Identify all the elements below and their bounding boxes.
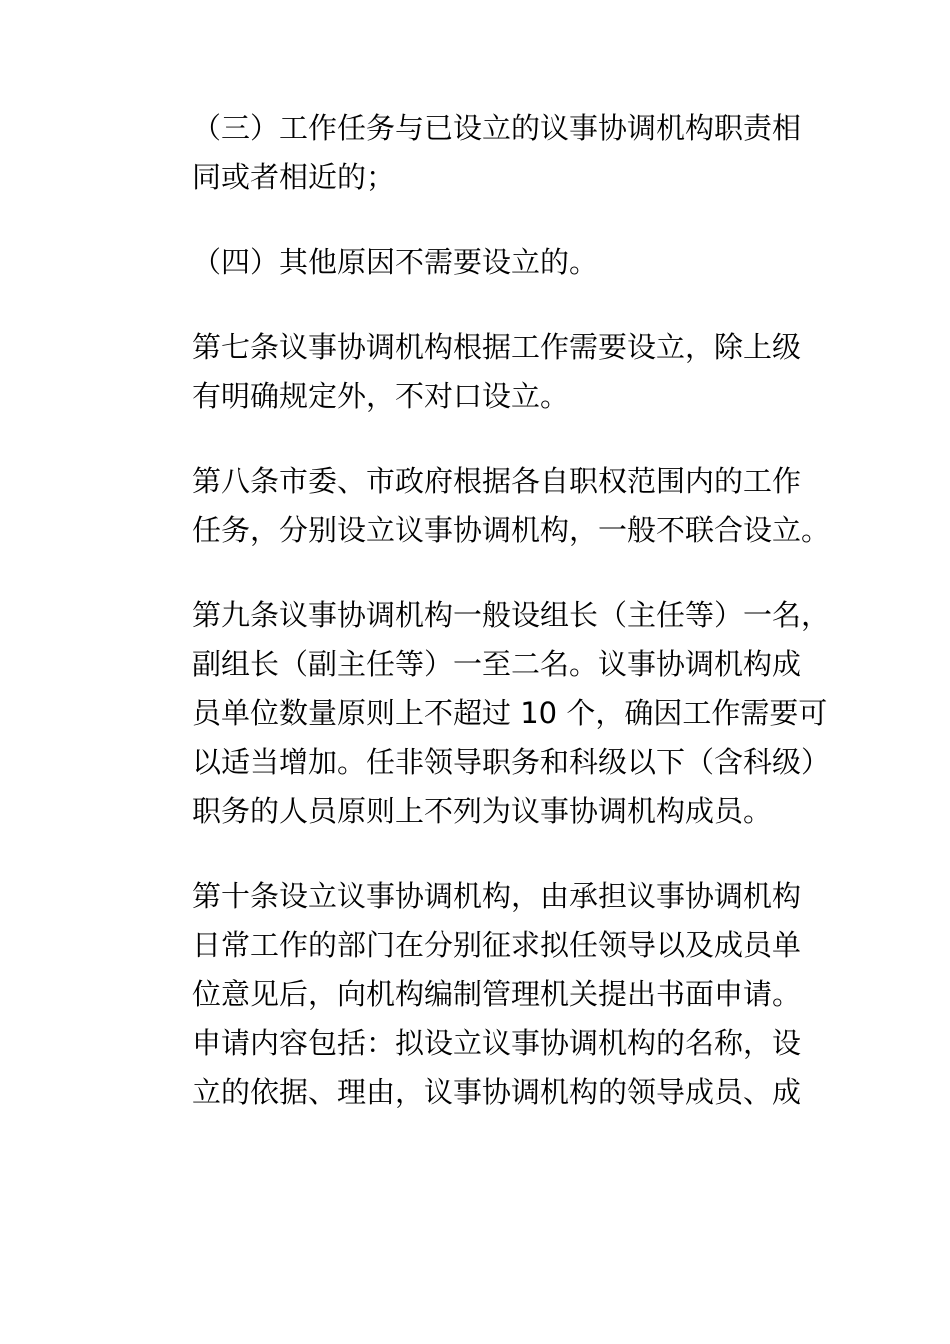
text-line: （四）其他原因不需要设立的。 <box>192 245 599 279</box>
text-line: 日常工作的部门在分别征求拟任领导以及成员单 <box>192 928 802 962</box>
text-line: 任务，分别设立议事协调机构，一般不联合设立。 <box>192 513 831 547</box>
paragraph-article-10 <box>192 872 812 1117</box>
paragraph-item-3 <box>192 104 812 202</box>
text-line: 申请内容包括：拟设立议事协调机构的名称，设 <box>192 1026 802 1060</box>
text-line: 第八条市委、市政府根据各自职权范围内的工作 <box>192 464 802 498</box>
text-line: 同或者相近的； <box>192 160 396 194</box>
text-line: 以适当增加。任非领导职务和科级以下（含科级） <box>192 745 831 779</box>
text-line: （三）工作任务与已设立的议事协调机构职责相 <box>192 111 802 145</box>
paragraph-article-7 <box>192 323 812 421</box>
text-line: 第七条议事协调机构根据工作需要设立，除上级 <box>192 330 802 364</box>
text-line: 有明确规定外，不对口设立。 <box>192 379 570 413</box>
text-line: 立的依据、理由，议事协调机构的领导成员、成 <box>192 1075 802 1109</box>
paragraph-article-9 <box>192 591 831 836</box>
paragraph-article-8 <box>192 457 831 555</box>
paragraph-item-4 <box>192 238 812 287</box>
text-line: 副组长（副主任等）一至二名。议事协调机构成 <box>192 647 802 681</box>
text-line: 位意见后，向机构编制管理机关提出书面申请。 <box>192 977 802 1011</box>
text-line: 第十条设立议事协调机构，由承担议事协调机构 <box>192 879 802 913</box>
document-body <box>192 104 831 1153</box>
text-line: 员单位数量原则上不超过 10 个，确因工作需要可 <box>192 696 828 730</box>
text-line: 第九条议事协调机构一般设组长（主任等）一名， <box>192 598 831 632</box>
text-line: 职务的人员原则上不列为议事协调机构成员。 <box>192 794 773 828</box>
